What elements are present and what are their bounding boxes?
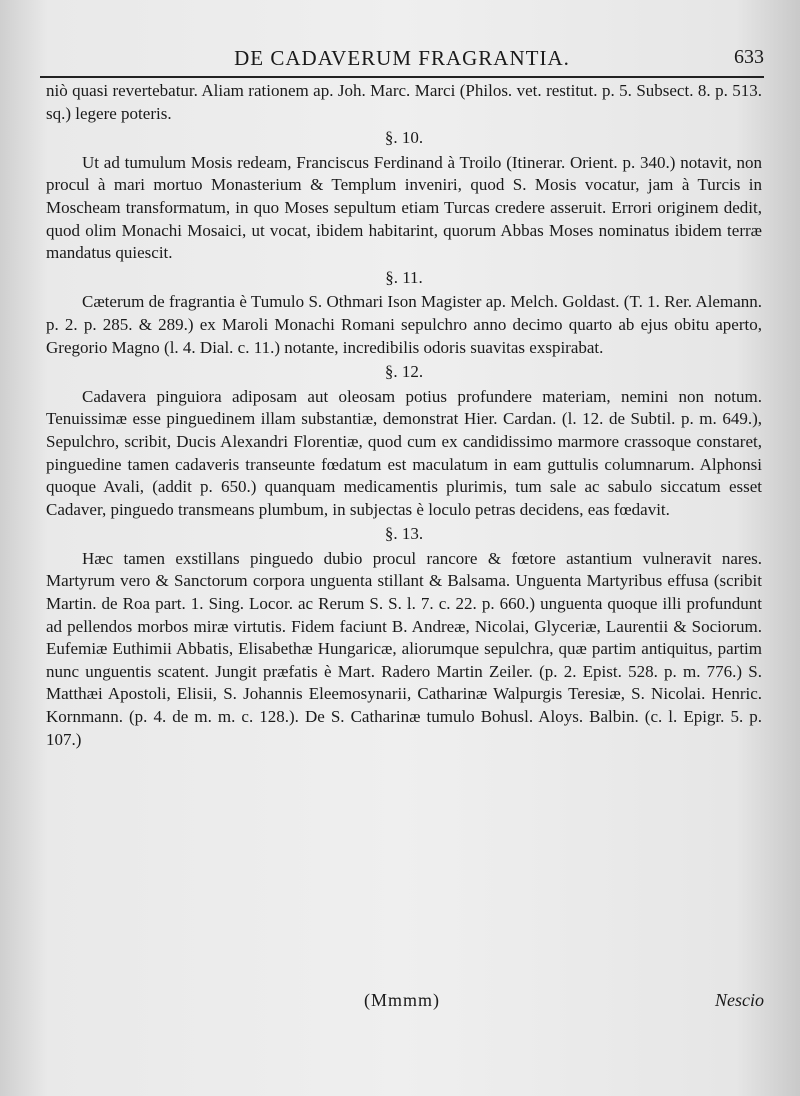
catchword: Nescio bbox=[715, 990, 764, 1010]
signature-mark: (Mmmm) bbox=[364, 990, 440, 1010]
paragraph-section-11: Cæterum de fragrantia è Tumulo S. Othmari Ison Magister ap. Melch. Goldast. (T. 1. Rer. Alemann. p. 2. p. 285. & 289.) ex Maroli Monachi Romani sepulchro anno decimo quarto ab ejus obitu aperto, Gregorio Magno (l. 4. Dial. c. 11.) notante, incredibilis odoris suavitas exspirabat. bbox=[46, 292, 762, 357]
running-head bbox=[40, 40, 764, 78]
section-heading-11: §. 11. bbox=[385, 267, 423, 287]
section-heading-10: §. 10. bbox=[384, 128, 424, 148]
body-text bbox=[46, 80, 762, 751]
page-number: 633 bbox=[734, 46, 764, 68]
paragraph-section-10: Ut ad tumulum Mosis redeam, Franciscus Ferdinand à Troilo (Itinerar. Orient. p. 340.) notavit, non procul à mari mortuo Monasterium & Templum inveniri, quod S. Mosis vocatur, jam à Turcis in Moscheam transformatum, in quo Moses sepultum etiam Turcas credere asseruit. Errori originem dedit, quod olim Monachi Mosaici, ut vocat, ibidem habitarint, quorum Abbas Moses nominatus ibidem terræ mandatus quiescit. bbox=[46, 152, 762, 263]
paragraph-section-12: Cadavera pinguiora adiposam aut oleosam potius profundere materiam, nemini non notum. Tenuissimæ esse pinguedinem illam substantiæ, demonstrat Hier. Cardan. (l. 12. de Subtil. p. m. 649.), Sepulchro, scribit, Ducis Alexandri Florentiæ, quod cum ex candidissimo marmore crassoque constaret, pinguedine tamen cadaveris transeunte fœdatum est maculatum in eam guttulis columnarum. Alphonsi quoque Avali, (addit p. 650.) quanquam medicamentis plurimis, tum sale ac sabulo siccatum esset Cadaver, pinguedo transmeans plumbum, in subjectas è loculo petras decidens, eas fœdavit. bbox=[46, 386, 762, 519]
section-heading-12: §. 12. bbox=[384, 362, 424, 382]
paragraph-section-13: Hæc tamen exstillans pinguedo dubio procul rancore & fœtore astantium vulneravit nares. Martyrum vero & Sanctorum corpora unguenta stillant & Balsama. Unguenta Martyribus effusa (scribit Martin. de Roa part. 1. Sing. Locor. ac Rerum S. S. l. 7. c. 22. p. 660.) unguenta quoque illi profundunt ad pellendos morbos miræ virtutis. Fidem faciunt B. Andreæ, Nicolai, Glyceriæ, Laurentii & Sociorum. Eufemiæ Euthimii Abbatis, Elisabethæ Hungaricæ, aliorumque sepulchra, quæ partim antiquitus, partim nunc unguentis scatent. Jungit præfatis è Mart. Radero Martin Zeiler. (p. 2. Epist. 528. p. m. 776.) S. Matthæi Apostoli, Elisii, S. Johannis Eleemosynarii, Catharinæ Walpurgis Teresiæ, S. Nicolai. Henric. Kornmann. (p. 4. de m. m. c. 128.). De S. Catharinæ tumulo Bohusl. Aloys. Balbin. (c. l. Epigr. 5. p. 107.) bbox=[46, 548, 762, 749]
page-footer bbox=[40, 990, 764, 1020]
running-title: DE CADAVERUM FRAGRANTIA. bbox=[234, 46, 570, 70]
section-heading-13: §. 13. bbox=[384, 524, 424, 544]
paragraph-continuation: niò quasi revertebatur. Aliam rationem ap. Joh. Marc. Marci (Philos. vet. restitut. p. 5. Subsect. 8. p. 513. sq.) legere poteris. bbox=[46, 81, 762, 123]
